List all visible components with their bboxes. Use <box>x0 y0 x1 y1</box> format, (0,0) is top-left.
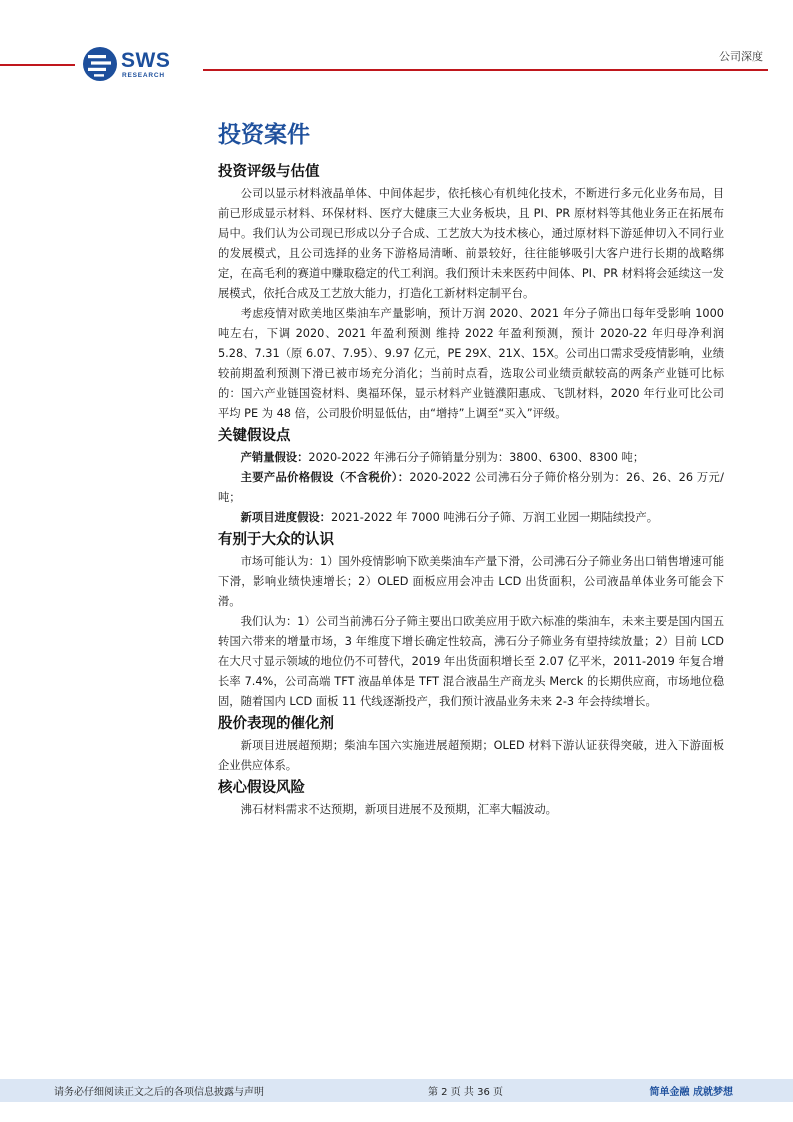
brand-subtitle: RESEARCH <box>122 72 165 79</box>
assumption-item <box>218 468 724 508</box>
paragraph: 市场可能认为：1）国外疫情影响下欧美柴油车产量下滑，公司沸石分子筛业务出口销售增速可能下滑，影响业绩快速增长；2）OLED 面板应用会冲击 LCD 出货面积，公司液晶单体业务可能会下滑。 <box>218 555 724 608</box>
assumption-text: 2021-2022 年 7000 吨沸石分子筛、万润工业园一期陆续投产。 <box>330 511 659 524</box>
page-title: 投资案件 <box>218 122 310 148</box>
assumption-item <box>218 508 724 528</box>
assumption-text: 2020-2022 年沸石分子筛销量分别为：3800、6300、8300 吨； <box>308 451 645 464</box>
assumption-label: 新项目进度假设： <box>240 511 331 524</box>
paragraph: 新项目进展超预期；柴油车国六实施进展超预期；OLED 材料下游认证获得突破，进入下游面板企业供应体系。 <box>218 739 724 772</box>
footer-slogan: 简单金融 成就梦想 <box>649 1087 733 1098</box>
section-heading-rating: 投资评级与估值 <box>218 164 320 180</box>
paragraph: 沸石材料需求不达预期，新项目进展不及预期，汇率大幅波动。 <box>240 803 557 816</box>
page-footer <box>0 1079 793 1102</box>
paragraph: 公司以显示材料液晶单体、中间体起步，依托核心有机纯化技术，不断进行多元化业务布局，目前已形成显示材料、环保材料、医疗大健康三大业务板块，且 PI、PR 原材料等其他业务正在拓展布局中。我们认为公司现已形成以分子合成、工艺放大为技术核心，通过原材料下游延伸切入不同行业的发展模式，且公司选择的业务下游格局清晰、前景较好，往往能够吸引大客户进行长期的战略绑定，在高毛利的赛道中赚取稳定的代工利润。我们预计未来医药中间体、PI、PR 材料将会延续这一发展模式，依托合成及工艺放大能力，打造化工新材料定制平台。 <box>218 187 724 300</box>
section-heading-assumptions: 关键假设点 <box>218 428 291 444</box>
footer-disclaimer: 请务必仔细阅读正文之后的各项信息披露与声明 <box>54 1087 264 1098</box>
company-logo <box>82 46 182 82</box>
assumption-label: 主要产品价格假设（不含税价）： <box>240 471 410 484</box>
section-heading-risk: 核心假设风险 <box>218 780 305 796</box>
assumption-item <box>218 448 724 468</box>
header-rule-right <box>203 69 768 71</box>
section-heading-catalyst: 股价表现的催化剂 <box>218 716 334 732</box>
page-number: 第 2 页 共 36 页 <box>428 1087 503 1098</box>
paragraph: 考虑疫情对欧美地区柴油车产量影响，预计万润 2020、2021 年分子筛出口每年受影响 1000 吨左右，下调 2020、2021 年盈利预测 维持 2022 年盈利预测，预计 2020-22 年归母净利润 5.28、7.31（原 6.07、7.95）、9.97 亿元，PE 29X、21X、15X。公司出口需求受疫情影响，业绩较前期盈利预测下滑已被市场充分消化；当前时点看，选取公司业绩贡献较高的两条产业链可比标的：国六产业链国瓷材料、奥福环保，显示材料产业链濮阳惠成、飞凯材料，2020 年行业可比公司平均 PE 为 48 倍，公司股价明显低估，由“增持”上调至“买入”评级。 <box>218 307 724 420</box>
brand-name: SWS <box>121 49 171 72</box>
section-heading-different-view: 有别于大众的认识 <box>218 532 334 548</box>
header-rule-left <box>0 64 75 66</box>
main-content <box>218 118 724 820</box>
assumption-text: 2020-2022 公司沸石分子筛价格分别为：26、26、26 万元/吨； <box>218 471 724 504</box>
report-type: 公司深度 <box>719 50 763 63</box>
sws-logo-icon <box>82 46 118 82</box>
assumption-label: 产销量假设： <box>240 451 309 464</box>
paragraph: 我们认为：1）公司当前沸石分子筛主要出口欧美应用于欧六标准的柴油车，未来主要是国内国五转国六带来的增量市场，3 年维度下增长确定性较高，沸石分子筛业务有望持续放量；2）目前 LCD 在大尺寸显示领域的地位仍不可替代，2019 年出货面积增长至 2.07 亿平米，2011-2019 年复合增长率 7.4%，公司高端 TFT 液晶单体是 TFT 混合液晶生产商龙头 Merck 的长期供应商，市场地位稳固，随着国内 LCD 面板 11 代线逐渐投产，我们预计液晶业务未来 2-3 年会持续增长。 <box>218 615 724 708</box>
